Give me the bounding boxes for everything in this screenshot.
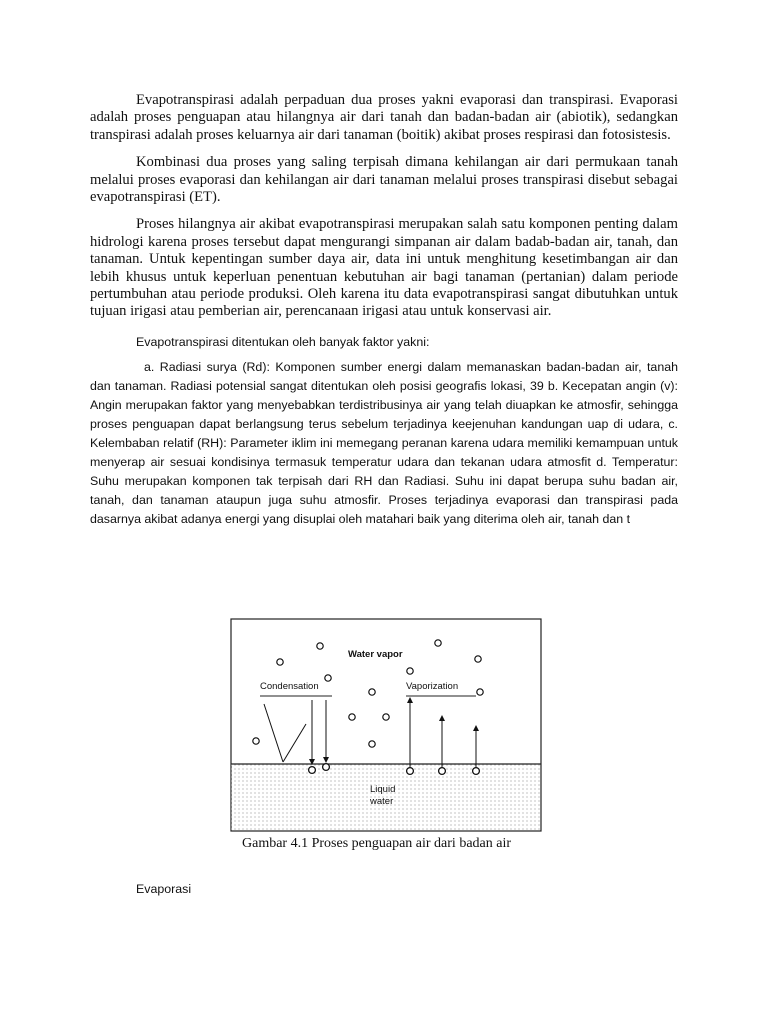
molecule [323,764,330,771]
liquid-label: Liquid [370,784,396,795]
molecule [407,768,414,775]
figure-evaporation [230,616,544,854]
molecule [435,640,441,646]
molecule [317,643,323,649]
molecule [253,738,259,744]
molecule [383,714,389,720]
factors-heading: Evapotranspirasi ditentukan oleh banyak faktor yakni: [136,334,430,349]
molecule [475,656,481,662]
section-heading-evaporasi: Evaporasi [136,882,192,896]
molecule [277,659,283,665]
molecule [439,768,446,775]
molecule [349,714,355,720]
figure-caption: Gambar 4.1 Proses penguapan air dari badan air [242,836,512,851]
water-label: water [370,796,394,807]
condensation-label: Condensation [260,681,319,692]
evaporation-diagram [230,616,544,836]
vaporization-label: Vaporization [406,681,459,692]
molecule [309,767,316,774]
paragraph-3: Proses hilangnya air akibat evapotranspirasi merupakan salah satu komponen penting dalam hidrologi karena proses tersebut dapat mengurangi simpanan air dalam badab-badan air, tanah, dan tanaman. Untuk kepentingan sumber daya air, data ini untuk menghitung kesetimbangan air dan lebih khusus untuk keperluan penentuan kebutuhan air bagi tanaman (pertanian) dalam periode pertumbuhan atau periode produksi. Oleh karena itu data evapotranspirasi sangat dibutuhkan untuk tujuan irigasi atau pemberian air, perencanaan irigasi atau untuk konservasi air. [90,216,678,320]
paragraph-2: Kombinasi dua proses yang saling terpisah dimana kehilangan air dari permukaan tanah melalui proses evaporasi dan kehilangan air dari tanaman melalui proses transpirasi disebut sebagai evapotranspirasi (ET). [90,154,678,206]
molecule [407,668,413,674]
molecule [369,741,375,747]
molecule [473,768,480,775]
factors-body: a. Radiasi surya (Rd): Komponen sumber energi dalam memanaskan badan-badan air, tanah dan tanaman. Radiasi potensial sangat ditentukan oleh posisi geografis lokasi, 39 b. Kecepatan angin (v): Angin merupakan faktor yang menyebabkan terdistribusinya air yang telah diuapkan ke atmosfir, sehingga proses penguapan dapat berlangsung terus sebelum terjadinya keejenuhan kandungan uap di udara, c. Kelembaban relatif (RH): Parameter iklim ini memegang peranan karena udara memiliki kemampuan untuk menyerap air sesuai kondisinya termasuk temperatur udara dan tekanan udara atmosfit d. Temperatur: Suhu merupakan komponen tak terpisah dari RH dan Radiasi. Suhu ini dapat berupa suhu badan air, tanah, dan tanaman ataupun juga suhu atmosfir. Proses terjadinya evaporasi dan transpirasi pada dasarnya akibat adanya energi yang disuplai oleh matahari baik yang diterima oleh air, tanah dan t [90,359,678,526]
molecule [325,675,331,681]
water-vapor-label: Water vapor [348,649,403,660]
paragraph-1: Evapotranspirasi adalah perpaduan dua proses yakni evaporasi dan transpirasi. Evaporasi adalah proses penguapan atau hilangnya air dari tanah dan badan-badan air (abiotik), sedangkan transpirasi adalah proses keluarnya air dari tanaman (boitik) akibat proses respirasi dan fotosistesis. [90,92,678,143]
molecule [369,689,375,695]
molecule [477,689,483,695]
document-body [90,92,678,529]
